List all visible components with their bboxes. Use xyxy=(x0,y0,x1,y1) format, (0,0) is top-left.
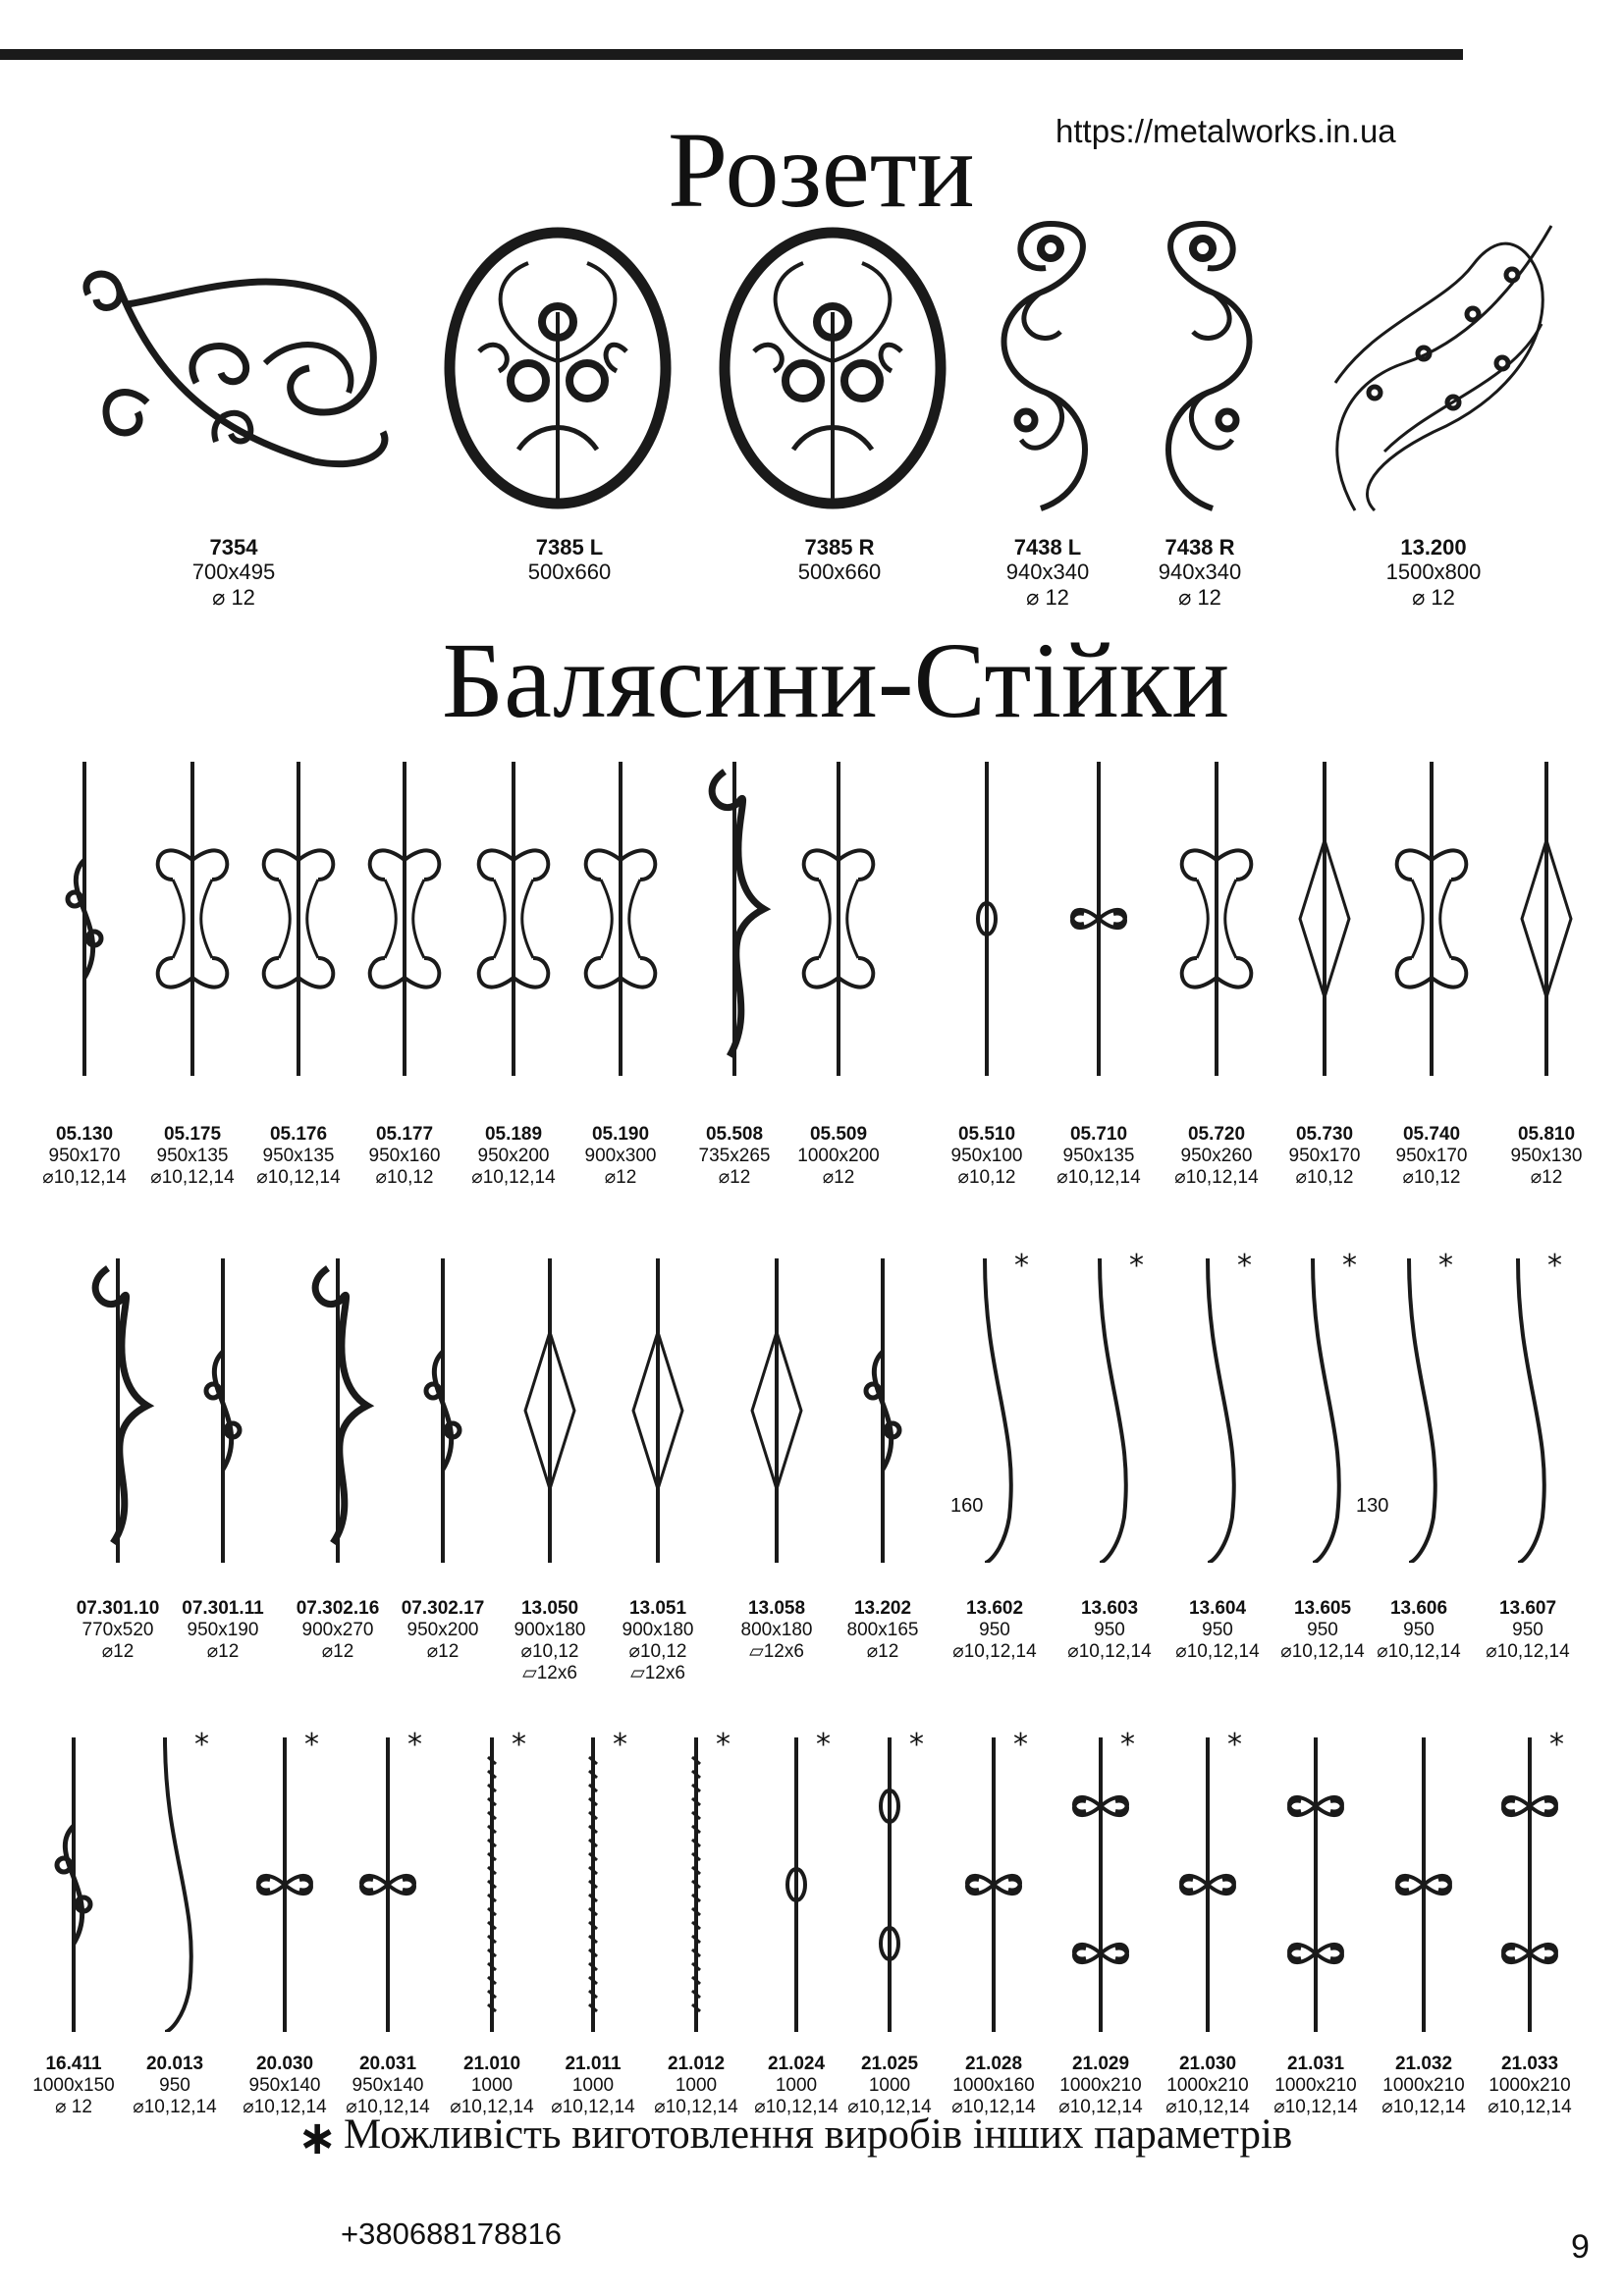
item-size: 950x190 xyxy=(187,1619,259,1640)
item-size: 950x140 xyxy=(352,2074,424,2096)
item-dia: ⌀10,12,14 xyxy=(1056,1166,1141,1188)
item-dia: ⌀12 xyxy=(101,1640,135,1662)
item-dia: ⌀ 12 xyxy=(1026,584,1069,610)
item-code: 13.058 xyxy=(747,1598,806,1619)
asterisk-icon: * xyxy=(194,1728,209,1762)
row2-caption xyxy=(1067,1598,1151,1663)
item-code: 20.013 xyxy=(145,2054,204,2074)
row3-caption xyxy=(1488,2054,1571,2118)
item-dia: ⌀10,12,14 xyxy=(150,1166,235,1188)
row1-caption xyxy=(369,1124,441,1189)
item-size: 950 xyxy=(1512,1619,1543,1640)
baluster-05.730-image xyxy=(1280,762,1369,1076)
item-dia: ⌀10,12,14 xyxy=(1058,2096,1143,2117)
baluster-05.710-image xyxy=(1055,762,1143,1076)
baluster-21.032-image xyxy=(1380,1737,1468,2032)
item-code: 13.200 xyxy=(1400,535,1467,560)
rosette-7385-r-image xyxy=(715,224,950,513)
item-size: 1000x210 xyxy=(1274,2074,1357,2096)
rosettes-caption xyxy=(1006,535,1089,610)
asterisk-icon: * xyxy=(304,1728,319,1762)
item-size: 500x660 xyxy=(797,560,882,585)
item-dia: ⌀ 12 xyxy=(55,2096,92,2117)
item-dia: ⌀10,12 xyxy=(375,1166,434,1188)
dimension-marker-130: 130 xyxy=(1356,1495,1389,1517)
item-dia: ⌀10,12,14 xyxy=(346,2096,430,2117)
asterisk-icon: * xyxy=(407,1728,422,1762)
rosettes-caption xyxy=(1159,535,1241,610)
item-size: 1000 xyxy=(470,2074,514,2096)
item-code: 13.604 xyxy=(1188,1598,1247,1619)
asterisk-icon: * xyxy=(1014,1249,1029,1283)
item-size: 950x140 xyxy=(248,2074,321,2096)
item-code: 07.301.11 xyxy=(182,1598,264,1619)
baluster-21.025-image xyxy=(845,1737,934,2032)
baluster-05.508-image xyxy=(690,762,779,1076)
item-code: 21.031 xyxy=(1286,2054,1345,2074)
item-dia: ⌀10,12,14 xyxy=(243,2096,327,2117)
item-size: 900x300 xyxy=(584,1145,657,1166)
item-size: 950 xyxy=(979,1619,1010,1640)
asterisk-icon: * xyxy=(1237,1249,1252,1283)
rosettes-caption xyxy=(528,535,611,585)
row2-caption xyxy=(623,1598,694,1683)
baluster-21.028-image xyxy=(949,1737,1038,2032)
baluster-20.013-image xyxy=(131,1737,219,2032)
item-dia: ⌀10,12,14 xyxy=(256,1166,341,1188)
item-code: 21.025 xyxy=(860,2054,919,2074)
baluster-07.302.16-image xyxy=(294,1258,382,1563)
item-dia: ⌀12 xyxy=(321,1640,354,1662)
item-dia: ⌀10,12 xyxy=(520,1640,579,1662)
item-code: 07.302.16 xyxy=(296,1598,380,1619)
item-size: 950x170 xyxy=(1395,1145,1468,1166)
item-dia: ⌀10,12 xyxy=(1295,1166,1354,1188)
row2-caption xyxy=(1486,1598,1569,1663)
row2-caption xyxy=(741,1598,813,1663)
baluster-20.031-image xyxy=(344,1737,432,2032)
item-code: 21.033 xyxy=(1500,2054,1559,2074)
asterisk-icon: * xyxy=(716,1728,731,1762)
item-code: 13.607 xyxy=(1498,1598,1557,1619)
row1-caption xyxy=(1174,1124,1258,1189)
item-size: 1500x800 xyxy=(1385,560,1482,585)
baluster-21.030-image xyxy=(1164,1737,1252,2032)
item-size: 770x520 xyxy=(81,1619,154,1640)
item-code: 05.177 xyxy=(375,1124,434,1145)
item-dia: ⌀10,12,14 xyxy=(471,1166,556,1188)
item-size: 950x100 xyxy=(950,1145,1023,1166)
item-size: 950x160 xyxy=(368,1145,441,1166)
item-dia: ⌀10,12 xyxy=(628,1640,687,1662)
baluster-05.130-image xyxy=(40,762,129,1076)
item-size: 950x170 xyxy=(48,1145,121,1166)
baluster-07.301.10-image xyxy=(74,1258,162,1563)
baluster-21.033-image xyxy=(1486,1737,1574,2032)
asterisk-icon: * xyxy=(1438,1249,1453,1283)
item-code: 21.029 xyxy=(1071,2054,1130,2074)
baluster-13.050-image xyxy=(506,1258,594,1563)
item-size: 950x170 xyxy=(1288,1145,1361,1166)
row3-caption xyxy=(754,2054,838,2118)
row3-caption xyxy=(551,2054,634,2118)
item-dia: ⌀10,12,14 xyxy=(42,1166,127,1188)
rosettes-caption xyxy=(192,535,275,610)
baluster-05.176-image xyxy=(254,762,343,1076)
item-code: 21.012 xyxy=(667,2054,726,2074)
item-size: 1000x200 xyxy=(797,1145,880,1166)
item-dia: ⌀12 xyxy=(206,1640,240,1662)
item-size: 950 xyxy=(159,2074,190,2096)
row3-caption xyxy=(1058,2054,1142,2118)
row3-caption xyxy=(32,2054,114,2118)
item-code: 7438 L xyxy=(1013,535,1082,560)
baluster-05.175-image xyxy=(148,762,237,1076)
item-code: 13.602 xyxy=(965,1598,1024,1619)
item-code: 21.024 xyxy=(767,2054,826,2074)
item-dia: ⌀10,12,14 xyxy=(1175,1640,1260,1662)
item-dia: ⌀ 12 xyxy=(1412,584,1455,610)
item-dia: ⌀12 xyxy=(718,1166,751,1188)
baluster-21.024-image xyxy=(752,1737,840,2032)
row1-caption xyxy=(1396,1124,1468,1189)
item-code: 05.720 xyxy=(1187,1124,1246,1145)
row3-caption xyxy=(133,2054,216,2118)
baluster-13.603-image xyxy=(1065,1258,1154,1563)
baluster-21.029-image xyxy=(1056,1737,1145,2032)
item-code: 13.603 xyxy=(1080,1598,1139,1619)
phone-number[interactable]: +380688178816 xyxy=(341,2216,562,2251)
item-size: 800x165 xyxy=(846,1619,919,1640)
item-code: 07.302.17 xyxy=(401,1598,485,1619)
asterisk-icon: * xyxy=(1227,1728,1242,1762)
item-code: 13.605 xyxy=(1293,1598,1352,1619)
item-size: 1000 xyxy=(571,2074,615,2096)
item-dia: ⌀10,12,14 xyxy=(1488,2096,1572,2117)
item-dia: ⌀12 xyxy=(604,1166,637,1188)
baluster-20.030-image xyxy=(241,1737,329,2032)
item-size: 950 xyxy=(1202,1619,1233,1640)
site-url[interactable]: https://metalworks.in.ua xyxy=(1056,113,1396,149)
item-size: 940x340 xyxy=(1005,560,1090,585)
item-code: 13.606 xyxy=(1389,1598,1448,1619)
rosette-7438-r-image xyxy=(1139,214,1272,518)
item-code: 05.730 xyxy=(1295,1124,1354,1145)
item-size: 950x200 xyxy=(477,1145,550,1166)
rosette-7438-l-image xyxy=(982,214,1114,518)
footer-note: Можливість виготовлення виробів інших параметрів xyxy=(344,2111,1293,2158)
baluster-13.051-image xyxy=(614,1258,702,1563)
rosette-7385-l-image xyxy=(440,224,676,513)
item-size: 950x135 xyxy=(156,1145,229,1166)
item-dia: ⌀ 12 xyxy=(212,584,255,610)
item-code: 05.130 xyxy=(55,1124,114,1145)
item-size: 1000 xyxy=(868,2074,911,2096)
item-code: 13.051 xyxy=(628,1598,687,1619)
row2-caption xyxy=(1377,1598,1460,1663)
item-code: 20.031 xyxy=(358,2054,417,2074)
item-size: 950 xyxy=(1094,1619,1125,1640)
item-size: 700x495 xyxy=(191,560,276,585)
item-code: 21.030 xyxy=(1178,2054,1237,2074)
asterisk-icon: * xyxy=(613,1728,627,1762)
baluster-21.031-image xyxy=(1272,1737,1360,2032)
baluster-13.058-image xyxy=(732,1258,821,1563)
baluster-21.012-image xyxy=(652,1737,740,2032)
item-size: 1000x210 xyxy=(1489,2074,1571,2096)
item-extra: ▱12x6 xyxy=(522,1662,577,1683)
item-code: 05.176 xyxy=(269,1124,328,1145)
item-dia: ⌀10,12,14 xyxy=(654,2096,738,2117)
row3-caption xyxy=(1381,2054,1465,2118)
item-size: 1000x160 xyxy=(952,2074,1035,2096)
row2-caption xyxy=(1280,1598,1364,1663)
row1-caption xyxy=(1056,1124,1140,1189)
item-size: 950x260 xyxy=(1180,1145,1253,1166)
item-dia: ⌀10,12,14 xyxy=(551,2096,635,2117)
item-size: 950 xyxy=(1403,1619,1435,1640)
asterisk-icon: * xyxy=(909,1728,924,1762)
rosettes-heading: Розети xyxy=(668,110,975,230)
asterisk-icon: * xyxy=(1547,1249,1562,1283)
item-size: 1000x210 xyxy=(1059,2074,1142,2096)
row1-caption xyxy=(1289,1124,1361,1189)
item-dia: ⌀10,12,14 xyxy=(1174,1166,1259,1188)
item-dia: ⌀12 xyxy=(822,1166,855,1188)
top-rule xyxy=(0,49,1463,60)
item-dia: ⌀10,12,14 xyxy=(1377,1640,1461,1662)
item-code: 20.030 xyxy=(255,2054,314,2074)
item-extra: ▱12x6 xyxy=(630,1662,685,1683)
row1-caption xyxy=(150,1124,234,1189)
item-size: 950x130 xyxy=(1510,1145,1583,1166)
item-dia: ⌀12 xyxy=(426,1640,460,1662)
baluster-13.607-image xyxy=(1484,1258,1572,1563)
item-dia: ⌀10,12,14 xyxy=(847,2096,932,2117)
baluster-13.605-image xyxy=(1278,1258,1367,1563)
row2-caption xyxy=(402,1598,485,1663)
item-dia: ⌀12 xyxy=(1530,1166,1563,1188)
rosettes-caption xyxy=(798,535,881,585)
item-dia: ⌀10,12,14 xyxy=(1381,2096,1466,2117)
row1-caption xyxy=(256,1124,340,1189)
item-code: 7438 R xyxy=(1164,535,1235,560)
baluster-21.010-image xyxy=(448,1737,536,2032)
baluster-05.740-image xyxy=(1387,762,1476,1076)
row2-caption xyxy=(514,1598,586,1683)
item-size: 900x180 xyxy=(622,1619,694,1640)
row2-caption xyxy=(297,1598,380,1663)
item-dia: ⌀12 xyxy=(866,1640,899,1662)
baluster-05.177-image xyxy=(360,762,449,1076)
balusters-heading: Балясини-Стійки xyxy=(442,620,1230,740)
row1-caption xyxy=(471,1124,555,1189)
item-code: 7385 L xyxy=(535,535,604,560)
row2-caption xyxy=(847,1598,919,1663)
item-size: 950 xyxy=(1307,1619,1338,1640)
asterisk-icon: * xyxy=(1013,1728,1028,1762)
row2-caption xyxy=(182,1598,263,1663)
item-dia: ⌀10,12,14 xyxy=(951,2096,1036,2117)
row2-caption xyxy=(952,1598,1036,1663)
asterisk-icon: * xyxy=(1129,1249,1144,1283)
rosette-7354-image xyxy=(69,265,403,491)
item-size: 1000x210 xyxy=(1382,2074,1465,2096)
item-size: 1000 xyxy=(775,2074,818,2096)
item-dia: ⌀10,12,14 xyxy=(1067,1640,1152,1662)
page-number: 9 xyxy=(1571,2228,1590,2266)
item-dia: ⌀10,12 xyxy=(1402,1166,1461,1188)
item-dia: ⌀10,12,14 xyxy=(1486,1640,1570,1662)
item-dia: ⌀10,12,14 xyxy=(133,2096,217,2117)
item-dia: ⌀10,12,14 xyxy=(1280,1640,1365,1662)
item-code: 05.509 xyxy=(809,1124,868,1145)
item-size: 950x200 xyxy=(406,1619,479,1640)
row2-caption xyxy=(1175,1598,1259,1663)
row1-caption xyxy=(951,1124,1023,1189)
item-size: 500x660 xyxy=(527,560,612,585)
item-dia: ⌀10,12 xyxy=(957,1166,1016,1188)
item-code: 21.010 xyxy=(462,2054,521,2074)
row3-caption xyxy=(654,2054,737,2118)
baluster-16.411-image xyxy=(29,1737,118,2032)
baluster-13.202-image xyxy=(839,1258,927,1563)
item-code: 13.050 xyxy=(520,1598,579,1619)
row3-caption xyxy=(951,2054,1035,2118)
rosette-13-200-image xyxy=(1316,206,1566,520)
item-size: 800x180 xyxy=(740,1619,813,1640)
asterisk-icon: * xyxy=(512,1728,526,1762)
item-size: 735x265 xyxy=(698,1145,771,1166)
row3-caption xyxy=(450,2054,533,2118)
item-code: 7354 xyxy=(209,535,258,560)
asterisk-icon: * xyxy=(1120,1728,1135,1762)
item-size: 1000x150 xyxy=(32,2074,115,2096)
item-code: 21.011 xyxy=(565,2054,622,2074)
rosettes-caption xyxy=(1386,535,1482,610)
item-size: 950x135 xyxy=(262,1145,335,1166)
item-code: 05.189 xyxy=(484,1124,543,1145)
item-code: 7385 R xyxy=(804,535,875,560)
baluster-07.302.17-image xyxy=(399,1258,487,1563)
asterisk-icon: * xyxy=(1342,1249,1357,1283)
item-code: 21.028 xyxy=(964,2054,1023,2074)
item-dia: ⌀ 12 xyxy=(1178,584,1221,610)
row1-caption xyxy=(42,1124,126,1189)
item-code: 05.508 xyxy=(705,1124,764,1145)
row1-caption xyxy=(699,1124,771,1189)
item-dia: ⌀10,12,14 xyxy=(1273,2096,1358,2117)
item-code: 13.202 xyxy=(853,1598,912,1619)
item-code: 16.411 xyxy=(45,2054,102,2074)
row2-caption xyxy=(77,1598,160,1663)
item-code: 21.032 xyxy=(1394,2054,1453,2074)
baluster-13.604-image xyxy=(1173,1258,1262,1563)
item-code: 05.175 xyxy=(163,1124,222,1145)
item-dia: ⌀10,12,14 xyxy=(450,2096,534,2117)
row1-caption xyxy=(1511,1124,1583,1189)
item-code: 05.810 xyxy=(1517,1124,1576,1145)
item-size: 950x135 xyxy=(1062,1145,1135,1166)
item-code: 05.740 xyxy=(1402,1124,1461,1145)
item-code: 05.710 xyxy=(1069,1124,1128,1145)
asterisk-icon: * xyxy=(816,1728,831,1762)
item-dia: ▱12x6 xyxy=(749,1640,804,1662)
baluster-05.189-image xyxy=(469,762,558,1076)
row1-caption xyxy=(585,1124,657,1189)
baluster-05.190-image xyxy=(576,762,665,1076)
item-size: 900x180 xyxy=(514,1619,586,1640)
dimension-marker-160: 160 xyxy=(950,1495,984,1517)
asterisk-icon: ∗ xyxy=(298,2110,338,2165)
item-dia: ⌀10,12,14 xyxy=(1165,2096,1250,2117)
item-code: 07.301.10 xyxy=(76,1598,160,1619)
item-size: 900x270 xyxy=(301,1619,374,1640)
baluster-07.301.11-image xyxy=(179,1258,267,1563)
item-size: 940x340 xyxy=(1158,560,1242,585)
baluster-21.011-image xyxy=(549,1737,637,2032)
row3-caption xyxy=(847,2054,931,2118)
item-code: 05.190 xyxy=(591,1124,650,1145)
row3-caption xyxy=(243,2054,326,2118)
baluster-05.720-image xyxy=(1172,762,1261,1076)
item-size: 1000 xyxy=(675,2074,718,2096)
item-dia: ⌀10,12,14 xyxy=(754,2096,839,2117)
baluster-05.510-image xyxy=(943,762,1031,1076)
row3-caption xyxy=(346,2054,429,2118)
row3-caption xyxy=(1165,2054,1249,2118)
baluster-05.509-image xyxy=(794,762,883,1076)
item-size: 1000x210 xyxy=(1166,2074,1249,2096)
item-dia: ⌀10,12,14 xyxy=(952,1640,1037,1662)
item-code: 05.510 xyxy=(957,1124,1016,1145)
row1-caption xyxy=(797,1124,879,1189)
row3-caption xyxy=(1273,2054,1357,2118)
asterisk-icon: * xyxy=(1549,1728,1564,1762)
baluster-05.810-image xyxy=(1502,762,1591,1076)
